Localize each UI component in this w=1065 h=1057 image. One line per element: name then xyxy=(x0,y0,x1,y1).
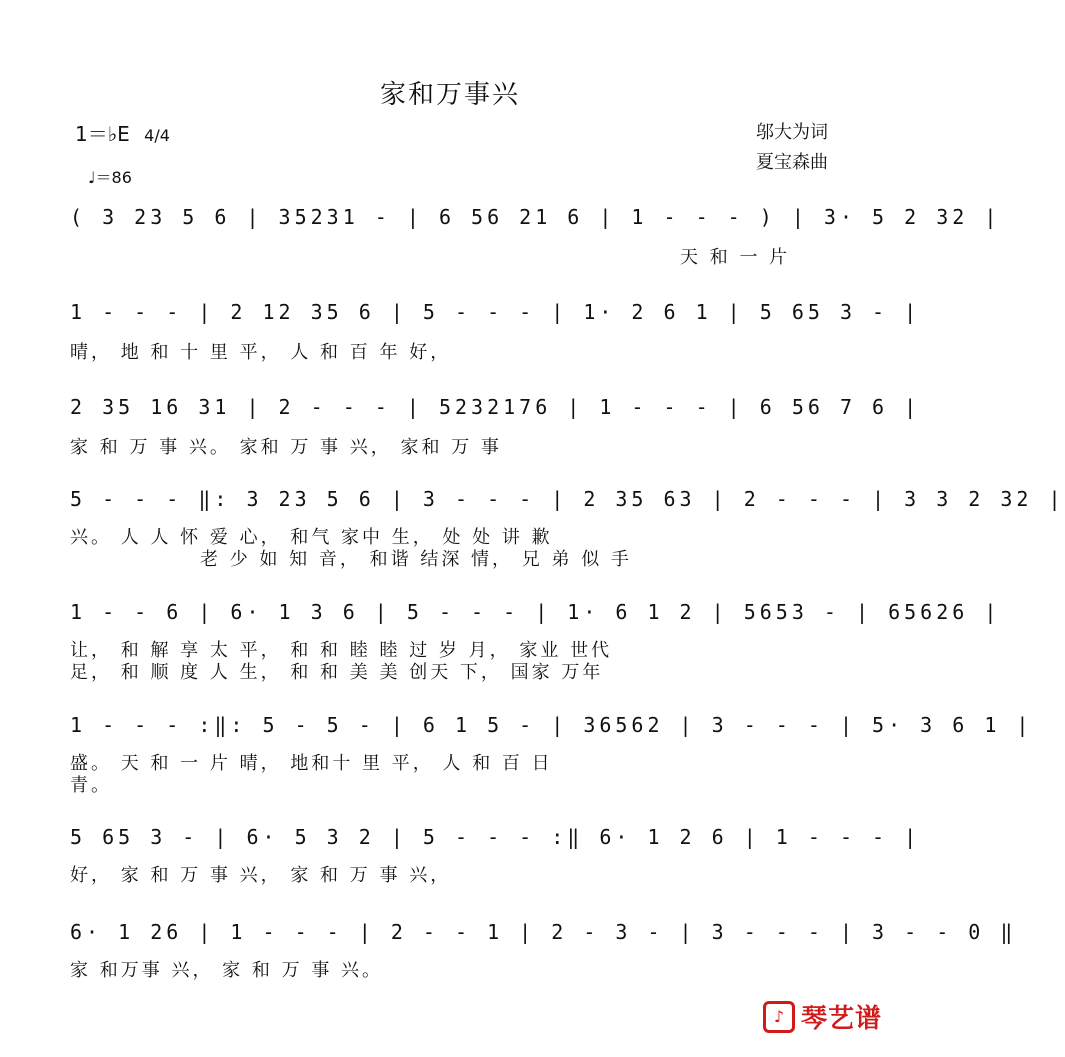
notation-line: 5 - - - ‖: 3 23 5 6 | 3 - - - | 2 35 63 | 2 - - - | 3 3 2 32 | xyxy=(70,487,1065,511)
lyric-line: 家 和 万 事 兴。 家和 万 事 兴， 家和 万 事 xyxy=(70,437,502,458)
lyric-line: 青。 xyxy=(70,775,112,796)
time-signature: 4/4 xyxy=(144,126,170,145)
composer: 夏宝森曲 xyxy=(756,152,828,173)
notation-line: 6· 1 26 | 1 - - - | 2 - - 1 | 2 - 3 - | 3 - - - | 3 - - 0 ‖ xyxy=(70,920,1017,944)
lyric-line: 家 和万事 兴， 家 和 万 事 兴。 xyxy=(70,960,384,981)
notation-line: 1 - - - | 2 12 35 6 | 5 - - - | 1· 2 6 1 | 5 65 3 - | xyxy=(70,300,921,324)
key-signature xyxy=(75,118,170,147)
lyric-line: 晴， 地 和 十 里 平， 人 和 百 年 好， xyxy=(70,342,452,363)
lyric-line: 好， 家 和 万 事 兴， 家 和 万 事 兴， xyxy=(70,865,452,886)
lyric-line: 盛。 天 和 一 片 晴， 地和十 里 平， 人 和 百 日 xyxy=(70,753,553,774)
lyric-line: 天 和 一 片 xyxy=(680,247,791,268)
lyric-line: 兴。 人 人 怀 爱 心， 和气 家中 生， 处 处 讲 歉 xyxy=(70,527,553,548)
notation-line: 2 35 16 31 | 2 - - - | 5232176 | 1 - - - | 6 56 7 6 | xyxy=(70,395,921,419)
lyric-line: 足， 和 顺 度 人 生， 和 和 美 美 创天 下， 国家 万年 xyxy=(70,662,604,683)
notation-line: 5 65 3 - | 6· 5 3 2 | 5 - - - :‖ 6· 1 2 6 | 1 - - - | xyxy=(70,825,921,849)
logo-text: 琴艺谱 xyxy=(800,1004,882,1034)
key-text: 1＝♭E xyxy=(75,122,130,146)
site-logo xyxy=(763,998,882,1035)
lyric-line: 让， 和 解 享 太 平， 和 和 睦 睦 过 岁 月， 家业 世代 xyxy=(70,640,613,661)
notation-line: 1 - - 6 | 6· 1 3 6 | 5 - - - | 1· 6 1 2 | 5653 - | 65626 | xyxy=(70,600,1001,624)
credits xyxy=(756,118,828,178)
notation-line: 1 - - - :‖: 5 - 5 - | 6 1 5 - | 36562 | 3 - - - | 5· 3 6 1 | xyxy=(70,713,1033,737)
tempo-marking: ♩＝86 xyxy=(88,168,132,187)
notation-line: ( 3 23 5 6 | 35231 - | 6 56 21 6 | 1 - - - ) | 3· 5 2 32 | xyxy=(70,205,1001,229)
lyric-line: 老 少 如 知 音， 和谐 结深 情， 兄 弟 似 手 xyxy=(200,549,632,570)
music-note-icon: ♪ xyxy=(763,1001,795,1033)
lyricist: 邬大为词 xyxy=(756,122,828,143)
page-title: 家和万事兴 xyxy=(379,80,520,110)
